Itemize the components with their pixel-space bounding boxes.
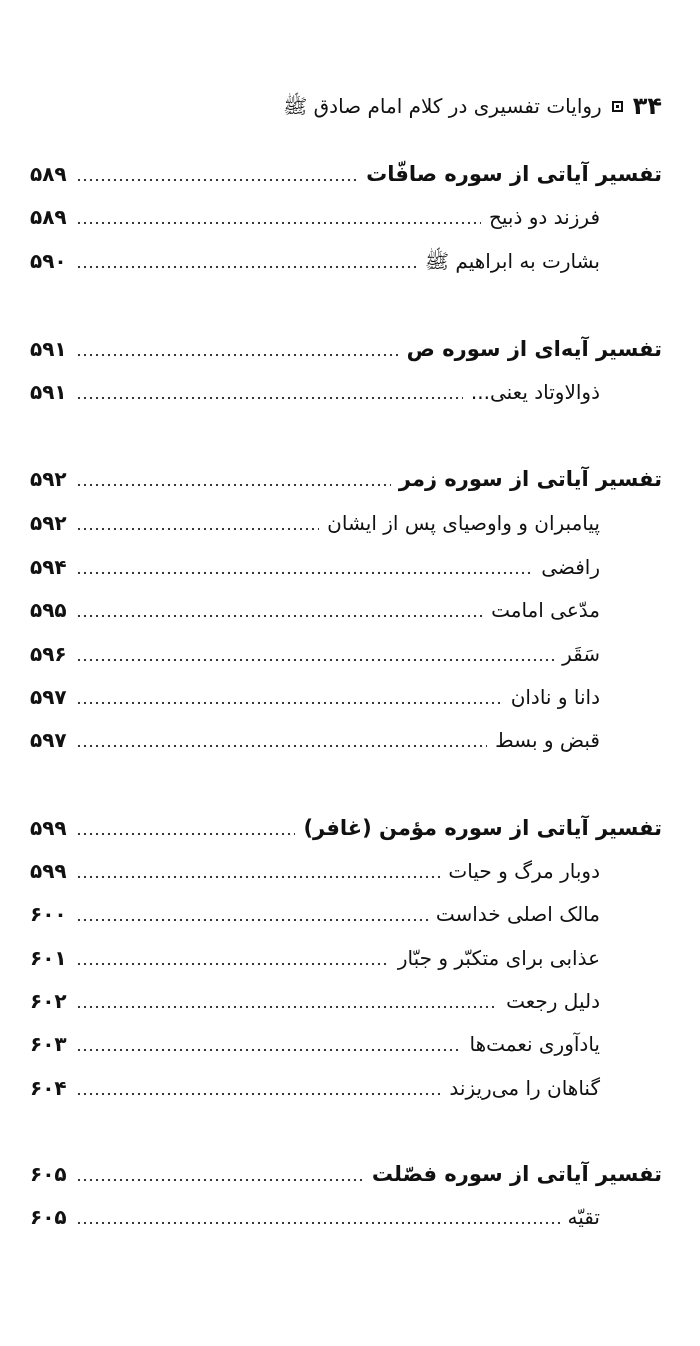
dot-leader (76, 550, 533, 584)
dot-leader (76, 506, 319, 540)
toc-heading-label: تفسیر آیه‌ای از سوره ص (406, 337, 662, 361)
dot-leader (76, 811, 295, 845)
toc-entry-label: مدّعی امامت (491, 598, 600, 622)
toc-entry (30, 723, 662, 757)
toc-page-number: ۶۰۳ (30, 1032, 67, 1056)
toc-page-number: ۵۹۰ (30, 249, 67, 273)
dot-leader (76, 984, 498, 1018)
toc-entry-label: سَقَر (562, 642, 600, 666)
toc-entry-label: دانا و نادان (510, 685, 600, 709)
toc-page-number: ۵۹۹ (30, 816, 67, 840)
dot-leader (76, 1071, 441, 1105)
toc-heading-label: تفسیر آیاتی از سوره صافّات (366, 162, 662, 186)
dot-leader (76, 637, 554, 671)
dot-leader (76, 593, 483, 627)
dot-leader (76, 680, 503, 714)
square-ornament-icon (612, 101, 623, 112)
toc-page-number: ۵۹۱ (30, 337, 67, 361)
toc-entry (30, 854, 662, 888)
dot-leader (76, 941, 390, 975)
toc-page-number: ۵۸۹ (30, 162, 67, 186)
toc-page-number: ۶۰۰ (30, 902, 67, 926)
toc-entry-label: قبض و بسط (495, 728, 600, 752)
toc-section-heading (30, 332, 662, 366)
toc-section-heading (30, 462, 662, 496)
toc-section-heading (30, 811, 662, 845)
toc-page-number: ۶۰۴ (30, 1076, 67, 1100)
toc-entry-label: دلیل رجعت (506, 989, 600, 1013)
toc-page-number: ۵۹۲ (30, 511, 67, 535)
toc-entry (30, 1027, 662, 1061)
toc-entry-label: یادآوری نعمت‌ها (469, 1032, 600, 1056)
toc-entry-label: مالک اصلی خداست (435, 902, 600, 926)
toc-entry-label: ذوالاوتاد یعنی... (470, 380, 600, 404)
toc-page-number: ۶۰۱ (30, 946, 67, 970)
toc-entry (30, 506, 662, 540)
toc-entry (30, 637, 662, 671)
toc-entry-label: رافضی (541, 555, 600, 579)
toc-heading-label: تفسیر آیاتی از سوره مؤمن (غافر) (303, 816, 662, 840)
dot-leader (76, 200, 481, 234)
toc-entry (30, 680, 662, 714)
toc-page-number: ۵۸۹ (30, 205, 67, 229)
toc-entry-label: عذابی برای متکبّر و جبّار (397, 946, 600, 970)
toc-page-number: ۶۰۵ (30, 1205, 67, 1229)
dot-leader (76, 1027, 461, 1061)
toc-entry-label: پیامبران و واوصیای پس از ایشان (327, 511, 600, 535)
header-page-number: ۳۴ (632, 92, 662, 120)
toc-entry (30, 1071, 662, 1105)
toc-entry-label: فرزند دو ذبیح (488, 205, 600, 229)
dot-leader (76, 157, 358, 191)
toc-entry (30, 1200, 662, 1234)
toc-page-number: ۶۰۲ (30, 989, 67, 1013)
toc-page-number: ۵۹۷ (30, 685, 67, 709)
dot-leader (76, 244, 417, 278)
dot-leader (76, 1200, 560, 1234)
toc-entry (30, 244, 662, 278)
toc-entry (30, 200, 662, 234)
toc-heading-label: تفسیر آیاتی از سوره فصّلت (371, 1162, 662, 1186)
dot-leader (76, 462, 391, 496)
running-header (283, 88, 662, 124)
toc-page-number: ۵۹۱ (30, 380, 67, 404)
toc-entry (30, 550, 662, 584)
toc-page-number: ۵۹۹ (30, 859, 67, 883)
toc-page-number: ۵۹۴ (30, 555, 67, 579)
toc-entry (30, 897, 662, 931)
toc-page-number: ۵۹۵ (30, 598, 67, 622)
toc-entry (30, 984, 662, 1018)
toc-entry-label: گناهان را می‌ریزند (449, 1076, 600, 1100)
dot-leader (76, 375, 463, 409)
dot-leader (76, 1157, 364, 1191)
toc-section-heading (30, 1157, 662, 1191)
toc-entry (30, 593, 662, 627)
toc-heading-label: تفسیر آیاتی از سوره زمر (398, 467, 662, 491)
dot-leader (76, 897, 428, 931)
toc-entry-label: تقیّه (567, 1205, 600, 1229)
toc-page-number: ۵۹۷ (30, 728, 67, 752)
dot-leader (76, 332, 399, 366)
dot-leader (76, 854, 440, 888)
toc-entry-label: بشارت به ابراهیم ﷺ (424, 249, 600, 273)
toc-entry-label: دوبار مرگ و حیات (448, 859, 600, 883)
toc-page-number: ۵۹۶ (30, 642, 67, 666)
toc-entry (30, 375, 662, 409)
toc-page-number: ۶۰۵ (30, 1162, 67, 1186)
toc-entry (30, 941, 662, 975)
dot-leader (76, 723, 487, 757)
header-title: روایات تفسیری در کلام امام صادق ﷺ (283, 94, 602, 118)
toc-section-heading (30, 157, 662, 191)
toc-page-number: ۵۹۲ (30, 467, 67, 491)
